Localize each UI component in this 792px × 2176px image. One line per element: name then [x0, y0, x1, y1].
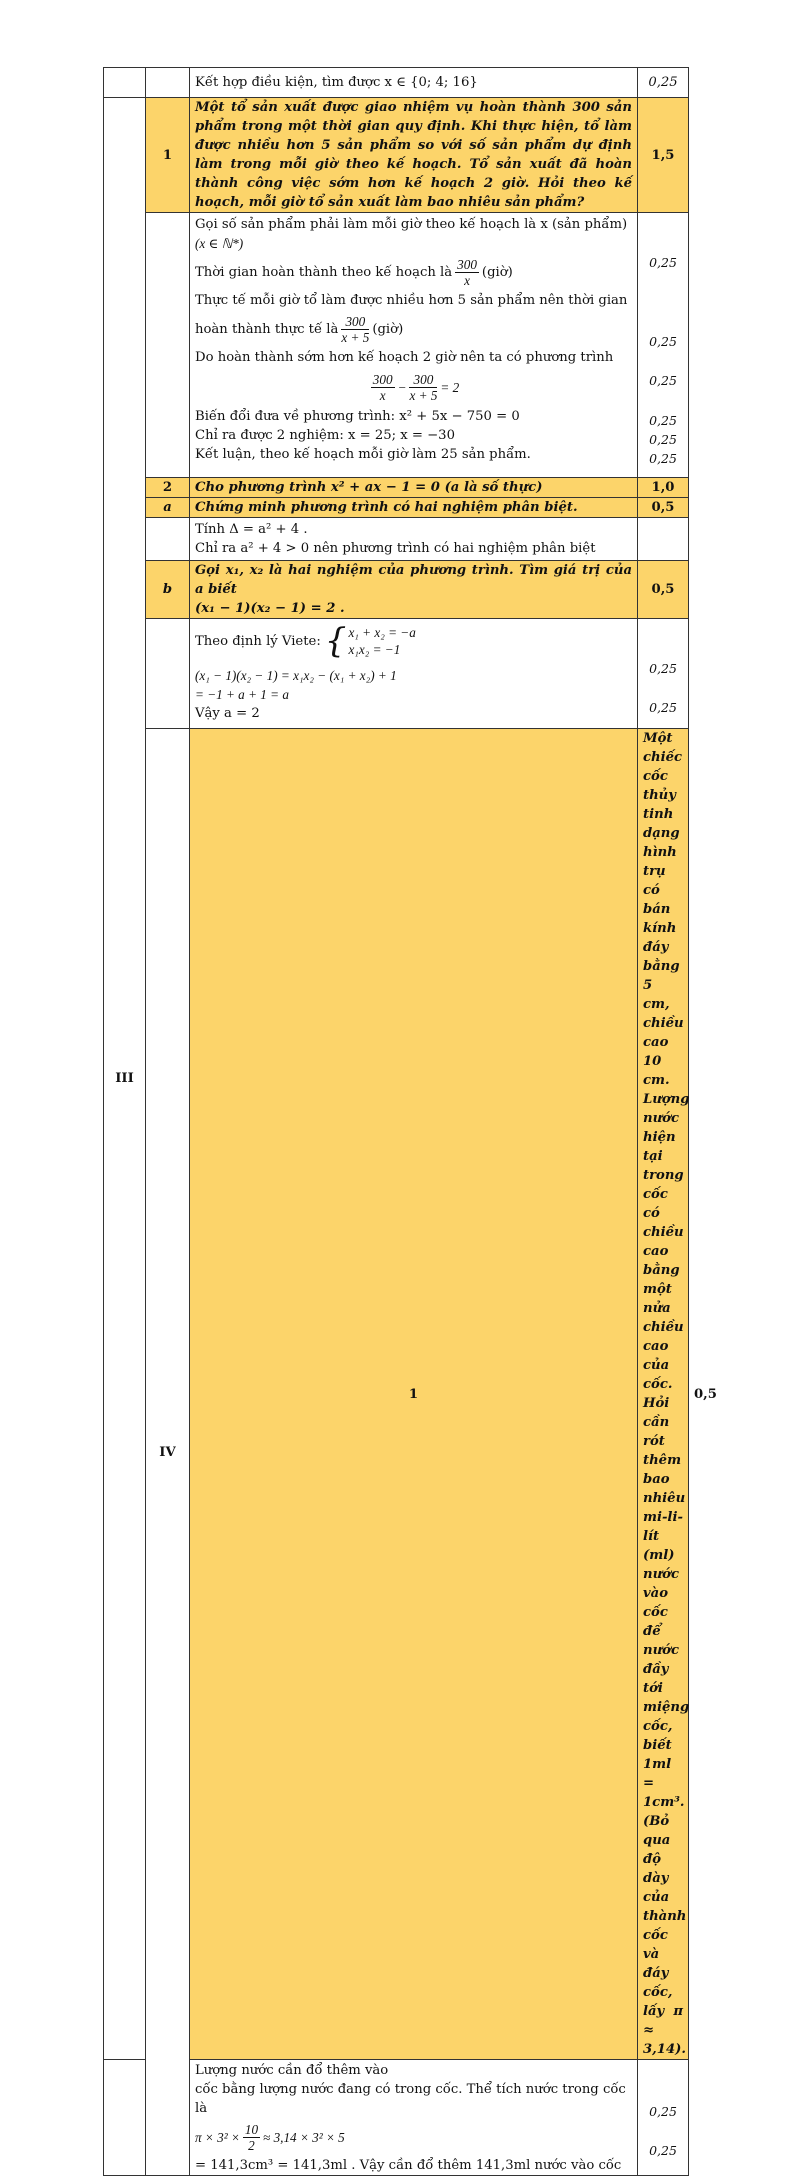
operator: −: [397, 379, 407, 395]
answer-iv-q1: [190, 2060, 638, 2176]
score: 0,25: [649, 255, 677, 270]
text: Theo định lý Viete:: [195, 633, 321, 649]
score: 0,25: [649, 700, 677, 715]
section-cell-empty: [104, 68, 146, 98]
sub-cell-empty: [146, 213, 190, 478]
fraction: [243, 2122, 260, 2153]
question-number: 1: [146, 98, 190, 213]
answer-line: [195, 310, 632, 348]
numerator: 300: [409, 372, 437, 388]
text: hoàn thành thực tế là: [195, 321, 339, 337]
score-cell-empty: [638, 518, 689, 561]
question-text: Một chiếc cốc thủy tinh dạng hình trụ có bán kính đáy bằng 5 cm, chiều cao 10 cm. Lượng nước hiện tại trong cốc có chiều cao bằng một nửa chiều cao của cốc. Hỏi cần rót thêm bao nhiêu mi-li-lít (ml) nước vào cốc để nước đầy tới miệng cốc, biết 1ml = 1cm³. (Bỏ qua độ dày của thành cốc và đáy cốc, lấy π ≈ 3,14).: [638, 729, 689, 2060]
score: 0,25: [649, 661, 677, 676]
section-label-iii: III: [104, 98, 146, 2060]
section-label-iv: IV: [146, 729, 190, 2176]
equation: [195, 367, 632, 407]
answer-q2a: [190, 518, 638, 561]
question-text: [190, 561, 638, 619]
denominator: 2: [248, 2137, 255, 2153]
answer-line: [195, 2118, 632, 2156]
question-score: 0,5: [638, 498, 689, 518]
answer-line: Lượng nước cần đổ thêm vào: [195, 2063, 389, 2078]
answer-line: Kết luận, theo kế hoạch mỗi giờ làm 25 sản phẩm.: [195, 447, 531, 462]
answer-q1: [190, 213, 638, 478]
answer-line: Chỉ ra a² + 4 > 0 nên phương trình có hai nghiệm phân biệt: [195, 541, 596, 556]
answer-line: [195, 621, 632, 661]
denominator: x: [379, 387, 386, 403]
answer-line: Do hoàn thành sớm hơn kế hoạch 2 giờ nên ta có phương trình: [195, 350, 614, 365]
denominator: x + 5: [341, 329, 370, 345]
answer-line: Thực tế mỗi giờ tổ làm được nhiều hơn 5 sản phẩm nên thời gian: [195, 293, 628, 308]
question-number: b: [146, 561, 190, 619]
fraction: [409, 372, 437, 403]
score-cell: 0,25: [638, 68, 689, 98]
numerator: 300: [372, 371, 393, 387]
question-number: a: [146, 498, 190, 518]
answer-table: Kết hợp điều kiện, tìm được x ∈ {0; 4; 16} 0,25 III 1 Một tổ sản xuất được giao nhiệm vụ hoàn thành 300 sản phẩm trong một thời gian quy định. Khi thực hiện, tổ làm được nhiều hơn 5 sản phẩm so với số sản phẩm dự định làm trong mỗi giờ theo kế hoạch. Tổ sản xuất đã hoàn thành công việc sớm hơn kế hoạch 2 giờ. Hỏi theo kế hoạch, mỗi giờ tổ sản xuất làm bao nhiêu sản phẩm? 1,5 Gọi số sản phẩm phải làm mỗi giờ theo kế hoạch là x (sản phẩm) (x ∈ ℕ*) Thời gian hoàn thành theo kế hoạch là $\frac{300}{x}$ (giờ) Thực tế mỗi giờ tổ làm được nhiều hơn 5 sản phẩm nên thời gian hoàn thành thực tế là $\frac{300}{x + 5}$ (giờ) Do hoàn thành sớm hơn kế hoạch 2 giờ nên ta có phương trình $\frac{300}{x}$ − $\frac{300}{x + 5}$ = 2 Biến đổi đưa về phương trình: x² + 5x − 750 = 0 Chỉ ra được 2 nghiệm: x = 25; x = −30 Kết luận, theo kế hoạch mỗi giờ làm 25 sản phẩm. 0,25 0,25 0,25 0,25 0,25 0,25 2 Cho phương trình x² + ax − 1 = 0 (a là số thực) 1,0 a Chứng minh phương trình có hai nghiệm phân biệt. 0,5 Tính Δ = a² + 4 . Chỉ ra a² + 4 > 0 nên phương trình có hai nghiệm phân biệt b Gọi x₁, x₂ là hai nghiệm của phương trình. Tìm giá trị của a biết (x₁ − 1)(x₂ − 1) = 2 . 0,5 Theo định lý Viete: { x₁ + x₂ = −a x₁x₂ = −1 (x₁ − 1)(x₂ − 1) = x₁x₂ − (x₁ + x₂) + 1 = −1 + a + 1 = a Vậy a = 2 0,25 0,25 IV 1 Một chiếc cốc thủy tinh dạng hình trụ có bán kính đáy bằng 5 cm, chiều cao 10 cm. Lượng nước hiện tại trong cốc có chiều cao bằng một nửa chiều cao của cốc. Hỏi cần rót thêm bao nhiêu mi-li-lít (ml) nước vào cốc để nước đầy tới miệng cốc, biết 1ml = 1cm³. (Bỏ qua độ dày của thành cốc và đáy cốc, lấy π ≈ 3,14). 0,5 Lượng nước cần đổ thêm vào cốc bằng lượng nước đang có trong cốc. Thể tích nước trong cốc là π × 3² × $\frac{10}{2}$ ≈ 3,14 × 3² × 5 = 141,3cm³ = 141,3ml . Vậy cần đổ thêm 141,3ml nước vào cốc 0,25 0,25: [103, 67, 689, 2176]
score-column: [638, 213, 689, 478]
text: Thời gian hoàn thành theo kế hoạch là: [195, 264, 453, 280]
text: π × 3² ×: [195, 2129, 240, 2145]
sub-cell-empty: [146, 68, 190, 98]
question-score: 1,5: [638, 98, 689, 213]
answer-q2b: [190, 619, 638, 729]
question-number: 2: [146, 478, 190, 498]
equation-system: [324, 621, 416, 661]
fraction: [341, 314, 369, 345]
text: (giờ): [481, 264, 513, 280]
text: (giờ): [372, 321, 404, 337]
answer-line: Gọi số sản phẩm phải làm mỗi giờ theo kế hoạch là x (sản phẩm): [195, 217, 628, 232]
fraction: [455, 257, 479, 288]
score: 0,25: [649, 2104, 677, 2119]
question-text: Chứng minh phương trình có hai nghiệm phân biệt.: [190, 498, 638, 518]
score: 0,25: [649, 432, 677, 447]
score: 0,25: [649, 373, 677, 388]
question-score: 0,5: [638, 561, 689, 619]
numerator: 300: [341, 314, 369, 330]
system-equation: x₁x₂ = −1: [348, 642, 401, 657]
answer-line: Chỉ ra được 2 nghiệm: x = 25; x = −30: [195, 428, 455, 443]
sub-cell-empty: [104, 2060, 146, 2176]
equation-rhs: = 2: [440, 379, 460, 395]
score: 0,25: [649, 413, 677, 428]
answer-line: cốc bằng lượng nước đang có trong cốc. Thể tích nước trong cốc là: [195, 2082, 626, 2116]
answer-line: Tính Δ = a² + 4 .: [195, 522, 308, 537]
numerator: 300: [457, 256, 477, 272]
text: ≈ 3,14 × 3² × 5: [263, 2129, 345, 2145]
fraction: [371, 372, 395, 403]
question-line: Gọi x₁, x₂ là hai nghiệm của phương trình. Tìm giá trị của a biết: [195, 563, 632, 597]
answer-line: [195, 253, 632, 291]
answer-line: (x ∈ ℕ*): [195, 236, 244, 251]
score: 0,25: [649, 334, 677, 349]
denominator: x + 5: [409, 387, 438, 403]
answer-line: Vậy a = 2: [195, 706, 260, 721]
score-column: [638, 619, 689, 729]
numerator: 10: [244, 2121, 259, 2137]
score: 0,25: [649, 451, 677, 466]
question-text: Cho phương trình x² + ax − 1 = 0 (a là số thực): [190, 478, 638, 498]
brace-icon: {: [324, 621, 347, 661]
sub-cell-empty: [146, 619, 190, 729]
denominator: x: [464, 272, 470, 288]
system-equation: x₁ + x₂ = −a: [348, 625, 416, 640]
score-column: [638, 2060, 689, 2176]
answer-line: (x₁ − 1)(x₂ − 1) = x₁x₂ − (x₁ + x₂) + 1: [195, 668, 397, 683]
question-number: 1: [190, 729, 638, 2060]
score: 0,25: [649, 2143, 677, 2158]
answer-line: Biến đổi đưa về phương trình: x² + 5x − 750 = 0: [195, 409, 520, 424]
question-score: 1,0: [638, 478, 689, 498]
question-line: (x₁ − 1)(x₂ − 1) = 2 .: [195, 601, 345, 616]
question-text: Một tổ sản xuất được giao nhiệm vụ hoàn thành 300 sản phẩm trong một thời gian quy định. Khi thực hiện, tổ làm được nhiều hơn 5 sản phẩm so với số sản phẩm dự định làm trong mỗi giờ theo kế hoạch. Tổ sản xuất đã hoàn thành công việc sớm hơn kế hoạch 2 giờ. Hỏi theo kế hoạch, mỗi giờ tổ sản xuất làm bao nhiêu sản phẩm?: [190, 98, 638, 213]
condition-conclusion: Kết hợp điều kiện, tìm được x ∈ {0; 4; 16}: [190, 68, 638, 98]
sub-cell-empty: [146, 518, 190, 561]
answer-line: = 141,3cm³ = 141,3ml . Vậy cần đổ thêm 141,3ml nước vào cốc: [195, 2158, 622, 2173]
answer-line: = −1 + a + 1 = a: [195, 687, 289, 702]
